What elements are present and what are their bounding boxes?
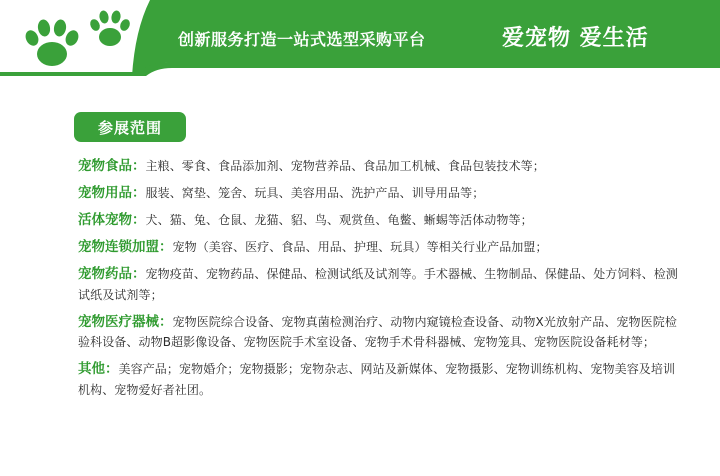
banner-slogan: 创新服务打造一站式选型采购平台 xyxy=(178,30,426,49)
paw-print-icon xyxy=(22,18,84,70)
section-title-badge: 参展范围 xyxy=(74,112,186,142)
entry-category: 活体宠物： xyxy=(78,212,146,228)
entry-description: 主粮、零食、食品添加剂、宠物营养品、食品加工机械、食品包装技术等； xyxy=(145,159,545,173)
entry-description: 宠物（美容、医疗、食品、用品、护理、玩具）等相关行业产品加盟； xyxy=(172,240,548,254)
entry-category: 宠物食品： xyxy=(78,158,146,174)
entry-description: 宠物医院综合设备、宠物真菌检测治疗、动物内窥镜检查设备、动物X光放射产品、宠物医院检验科设备、动物B超影像设备、宠物医院手术室设备、宠物手术骨科器械、宠物笼具、宠物医院设备耗材等； xyxy=(78,314,677,349)
exhibition-scope-list xyxy=(78,156,678,407)
entry-category: 宠物连锁加盟： xyxy=(78,239,173,255)
scope-entry-pet-supplies xyxy=(78,183,678,204)
entry-category: 宠物用品： xyxy=(78,185,146,201)
scope-entry-franchise xyxy=(78,237,678,258)
scope-entry-pet-food xyxy=(78,156,678,177)
entry-category: 其他： xyxy=(78,361,119,377)
scope-entry-other xyxy=(78,359,678,400)
scope-entry-medical-devices xyxy=(78,312,678,353)
entry-category: 宠物医疗器械： xyxy=(78,313,173,330)
entry-category: 宠物药品： xyxy=(78,266,146,282)
scope-entry-live-pets xyxy=(78,210,678,231)
entry-description: 犬、猫、兔、仓鼠、龙猫、貂、鸟、观赏鱼、龟鳖、蜥蜴等活体动物等； xyxy=(145,213,533,227)
scope-entry-pet-medicine xyxy=(78,264,678,305)
entry-description: 美容产品；宠物婚介；宠物摄影；宠物杂志、网站及新媒体、宠物摄影、宠物训练机构、宠物美容及培训机构、宠物爱好者社团。 xyxy=(78,362,676,397)
banner-tagline: 爱宠物 爱生活 xyxy=(502,26,649,51)
header-banner xyxy=(0,0,720,76)
entry-description: 服装、窝垫、笼舍、玩具、美容用品、洗护产品、训导用品等； xyxy=(145,186,485,200)
entry-description: 宠物疫苗、宠物药品、保健品、检测试纸及试剂等。手术器械、生物制品、保健品、处方饲料、检测试纸及试剂等； xyxy=(78,267,678,302)
paw-print-icon xyxy=(88,10,132,48)
